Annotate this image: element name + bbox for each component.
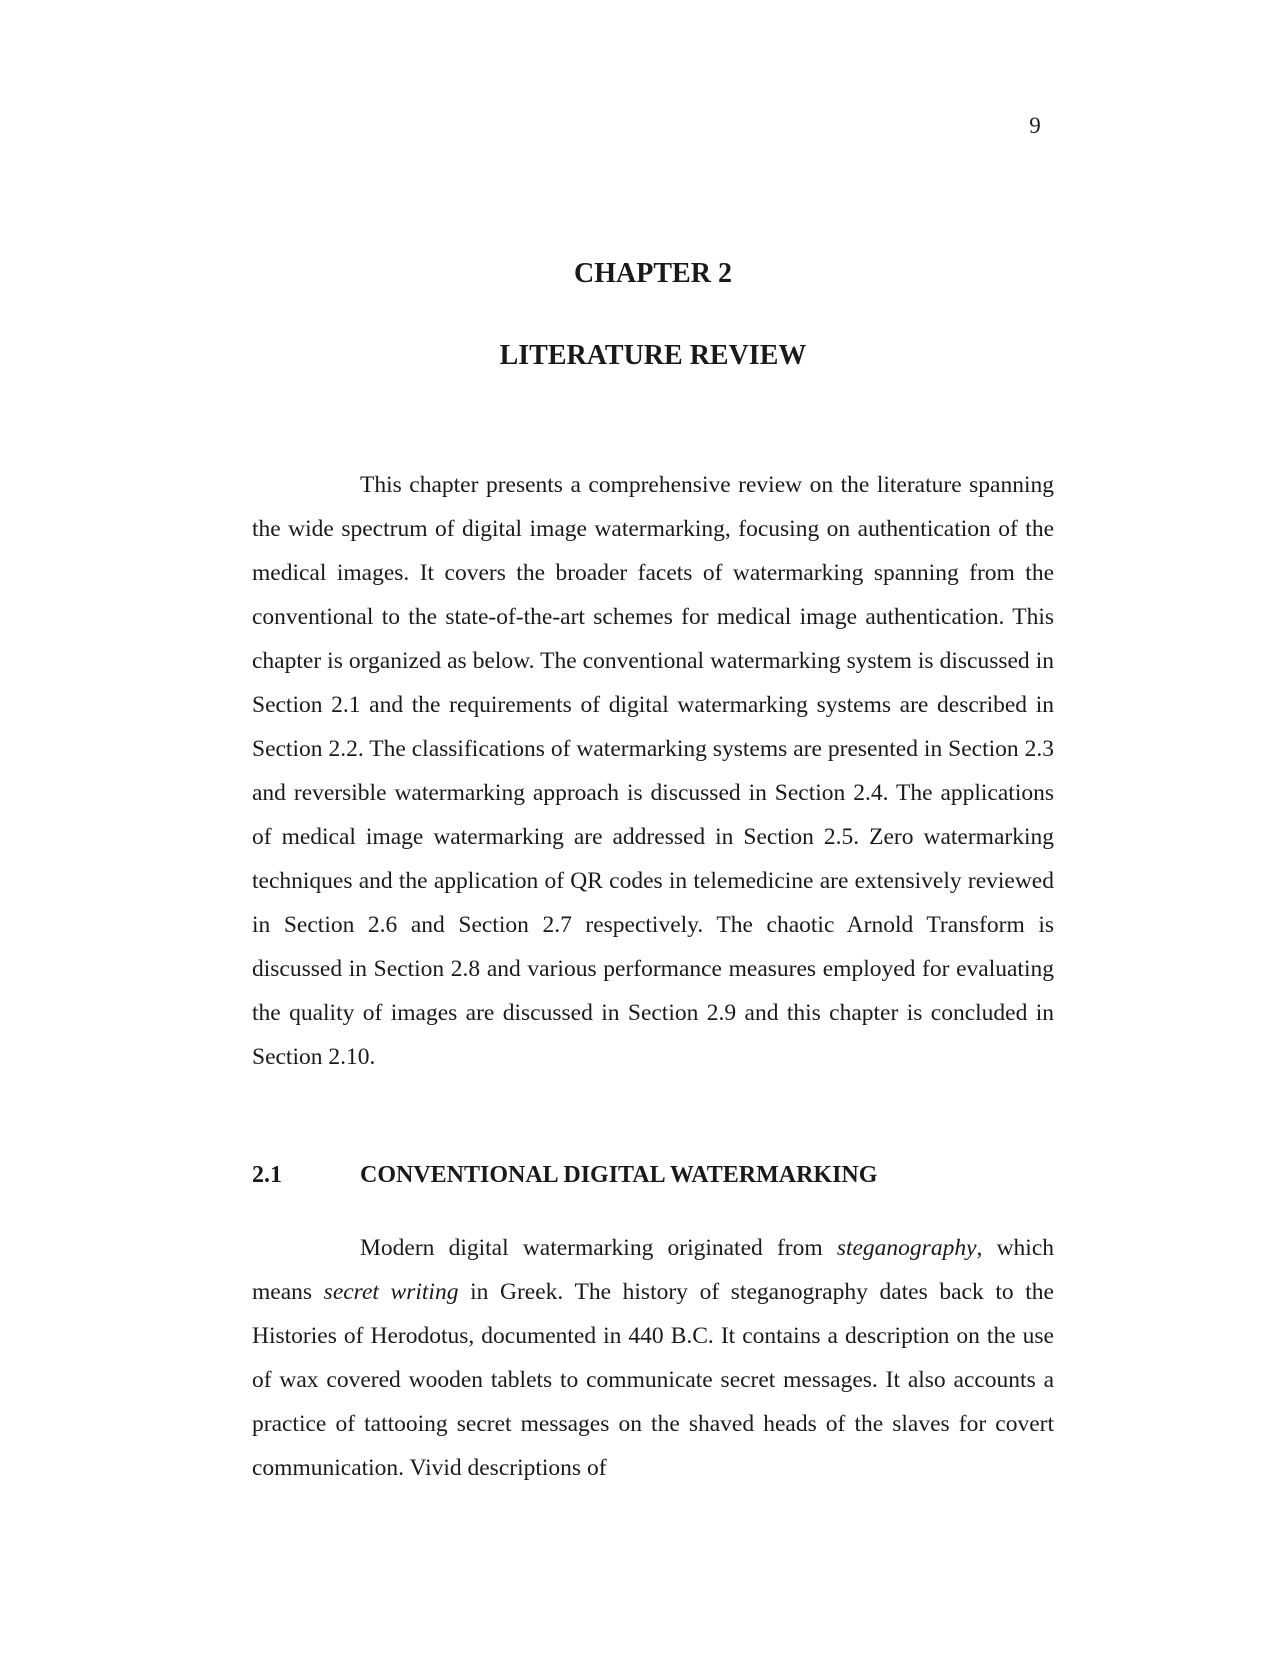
paragraph-text-part2: , which means bbox=[252, 1235, 1055, 1305]
chapter-heading: CHAPTER 2 bbox=[574, 258, 732, 289]
section-heading bbox=[252, 1160, 1054, 1190]
paragraph-text-part3: in Greek. The history of steganography dates back to the Histories of Herodotus, documented in 440 B.C. It contains a description on the use of wax covered wooden tablets to communicate secret messages. It also accounts a practice of tattooing secret messages on the shaved heads of the slaves for covert communication. Vivid descriptions of bbox=[252, 1279, 1054, 1481]
term-secret-writing: secret writing bbox=[323, 1279, 459, 1305]
section-paragraph bbox=[252, 1226, 1054, 1490]
term-steganography: steganography bbox=[836, 1235, 977, 1261]
paragraph-text-part1: Modern digital watermarking originated from bbox=[360, 1235, 837, 1261]
section-title: CONVENTIONAL DIGITAL WATERMARKING bbox=[360, 1162, 878, 1188]
page-number: 9 bbox=[1029, 113, 1041, 138]
intro-paragraph: This chapter presents a comprehensive review on the literature spanning the wide spectrum of digital image watermarking, focusing on authentication of the medical images. It covers the broader facets of watermarking spanning from the conventional to the state-of-the-art schemes for medical image authentication. This chapter is organized as below. The conventional watermarking system is discussed in Section 2.1 and the requirements of digital watermarking systems are described in Section 2.2. The classifications of watermarking systems are presented in Section 2.3 and reversible watermarking approach is discussed in Section 2.4. The applications of medical image watermarking are addressed in Section 2.5. Zero watermarking techniques and the application of QR codes in telemedicine are extensively reviewed in Section 2.6 and Section 2.7 respectively. The chaotic Arnold Transform is discussed in Section 2.8 and various performance measures employed for evaluating the quality of images are discussed in Section 2.9 and this chapter is concluded in Section 2.10. bbox=[252, 472, 1054, 1070]
chapter-title: LITERATURE REVIEW bbox=[499, 340, 807, 371]
section-number: 2.1 bbox=[252, 1162, 282, 1188]
